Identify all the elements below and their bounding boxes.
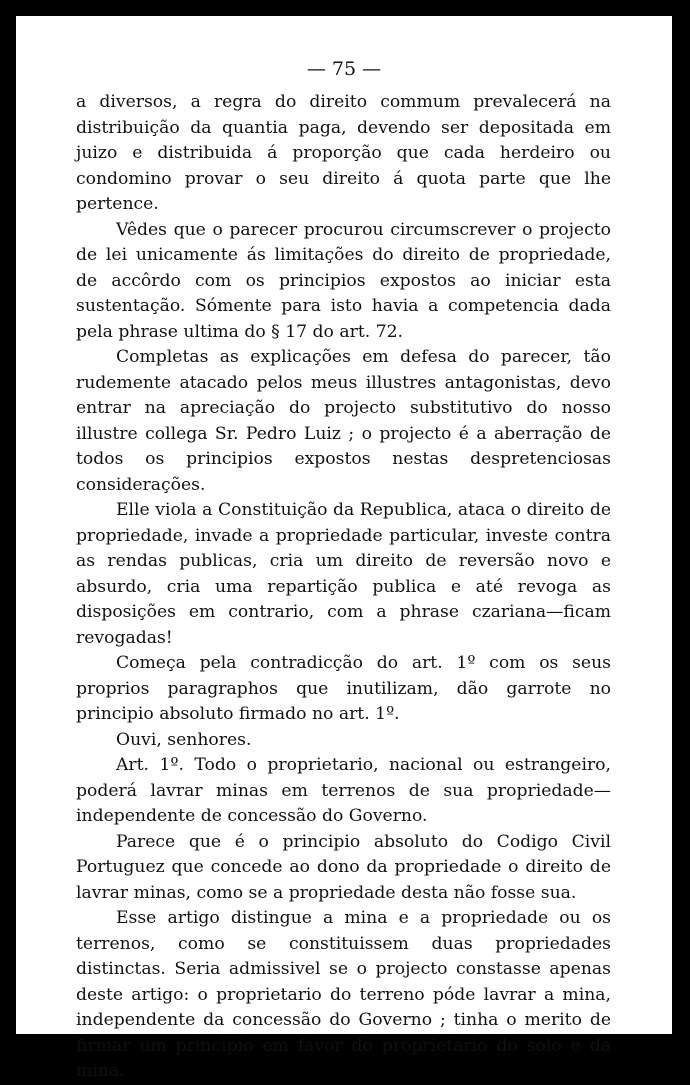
- paragraph: Completas as explicações em defesa do parecer, tão rudemente atacado pelos meus illustres antagonistas, devo entrar na apreciação do projecto substitutivo do nosso illustre collega Sr. Pedro Luiz ; o projecto é a aberração de todos os principios expostos nestas despretenciosas considerações.: [76, 347, 611, 495]
- paragraph: Art. 1º. Todo o proprietario, nacional ou estrangeiro, poderá lavrar minas em terrenos de sua propriedade—independente de concessão do Governo.: [76, 755, 611, 826]
- paragraph: Esse artigo distingue a mina e a propriedade ou os terrenos, como se constituissem duas propriedades distinctas. Seria admissivel se o projecto constasse apenas deste artigo: o proprietario do terreno póde lavrar a mina, independente da concessão do Governo ; tinha o merito de firmar um principio em favor do proprietario do solo e da mina.: [76, 908, 611, 1081]
- paragraph: Vêdes que o parecer procurou circumscrever o projecto de lei unicamente ás limitações do direito de propriedade, de accôrdo com os principios expostos ao iniciar esta sustentação. Sómente para isto havia a competencia dada pela phrase ultima do § 17 do art. 72.: [76, 219, 611, 342]
- paragraph: Começa pela contradicção do art. 1º com os seus proprios paragraphos que inutilizam, dão garrote no principio absoluto firmado no art. 1º.: [76, 653, 611, 724]
- paragraph: Ouvi, senhores.: [116, 729, 252, 750]
- page-number: — 75 —: [306, 58, 382, 80]
- document-page: [16, 16, 672, 1081]
- paragraph: a diversos, a regra do direito commum prevalecerá na distribuição da quantia paga, devendo ser depositada em juizo e distribuida á proporção que cada herdeiro ou condomino provar o seu direito á quota parte que lhe pertence.: [76, 92, 611, 214]
- body-text: [76, 90, 611, 1085]
- paragraph: Elle viola a Constituição da Republica, ataca o direito de propriedade, invade a propriedade particular, investe contra as rendas publicas, cria um direito de reversão novo e absurdo, cria uma repartição publica e até revoga as disposições em contrario, com a phrase czariana—ficam revogadas!: [76, 500, 611, 648]
- paragraph: Parece que é o principio absoluto do Codigo Civil Portuguez que concede ao dono da propriedade o direito de lavrar minas, como se a propriedade desta não fosse sua.: [76, 831, 611, 903]
